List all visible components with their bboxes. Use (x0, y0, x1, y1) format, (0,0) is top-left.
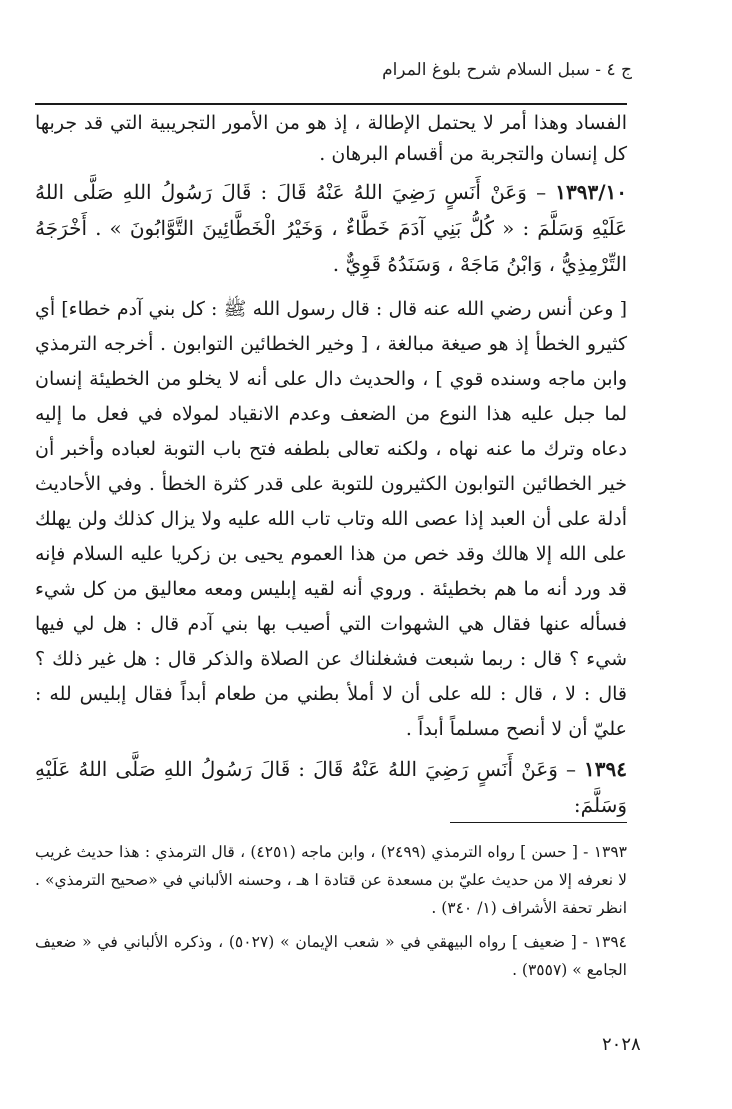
running-head: ج ٤ - سبل السلام شرح بلوغ المرام (382, 60, 632, 80)
footnote-1394: ١٣٩٤ - [ ضعيف ] رواه البيهقي في « شعب الإيمان » (٥٠٢٧) ، وذكره الألباني في « ضعيف الجامع » (٣٥٥٧) . (35, 933, 627, 979)
hadith-1394-text: – وَعَنْ أَنَسٍ رَضِيَ اللهُ عَنْهُ قَالَ : قَالَ رَسُولُ اللهِ صَلَّى اللهُ عَلَيْهِ وَسَلَّمَ: (35, 757, 627, 817)
header-rule (35, 103, 627, 105)
hadith-1393-text: – وَعَنْ أَنَسٍ رَضِيَ اللهُ عَنْهُ قَالَ : قَالَ رَسُولُ اللهِ صَلَّى اللهُ عَلَيْهِ وَسَلَّمَ : « كُلُّ بَنِي آدَمَ خَطَّاءٌ ، وَخَيْرُ الْخَطَّائِينَ التَّوَّابُونَ » . أَخْرَجَهُ التِّرْمِذِيُّ ، وَابْنُ مَاجَهْ ، وَسَنَدُهُ قَوِيٌّ . (35, 180, 627, 276)
commentary-paragraph: [ وعن أنس رضي الله عنه قال : قال رسول الله ﷺ : كل بني آدم خطاء] أي كثيرو الخطأ إذ هو صيغة مبالغة ، [ وخير الخطائين التوابون . أخرجه الترمذي وابن ماجه وسنده قوي ] ، والحديث دال على أنه لا يخلو من الخطيئة إنسان لما جبل عليه هذا النوع من الضعف وعدم الانقياد لمولاه في فعل ما إليه دعاه وترك ما عنه نهاه ، ولكنه تعالى بلطفه فتح باب التوبة لعباده وأخبر أن خير الخطائين التوابون الكثيرون للتوبة على قدر كثرة الخطأ . وفي الأحاديث أدلة على أن العبد إذا عصى الله وتاب تاب الله عليه ولا يزال كذلك ولن يهلك على الله إلا هالك وقد خص من هذا العموم يحيى بن زكريا عليه السلام فإنه قد ورد أنه ما هم بخطيئة . وروي أنه لقيه إبليس ومعه معاليق من كل شيء فسأله عنها فقال هي الشهوات التي أصيب بها بني آدم قال : هل لي فيها شيء ؟ قال : ربما شبعت فشغلناك عن الصلاة والذكر قال : هل غير ذلك ؟ قال : لا ، قال : لله على أن لا أملأ بطني من طعام أبداً فقال إبليس لله : عليّ أن لا أنصح مسلماً أبداً . (35, 298, 627, 740)
footnote-1393: ١٣٩٣ - [ حسن ] رواه الترمذي (٢٤٩٩) ، وابن ماجه (٤٢٥١) ، قال الترمذي : هذا حديث غريب لا نعرفه إلا من حديث عليّ بن مسعدة عن قتادة ا هـ ، وحسنه الألباني في «صحيح الترمذي» . انظر تحفة الأشراف (١/ ٣٤٠) . (35, 843, 627, 917)
main-text (35, 108, 627, 823)
footnotes (35, 838, 627, 984)
hadith-1393-number: ١٣٩٣/١٠ (555, 180, 628, 204)
page-number: ٢٠٢٨ (602, 1034, 641, 1055)
hadith-1394 (35, 751, 627, 823)
intro-paragraph: الفساد وهذا أمر لا يحتمل الإطالة ، إذ هو من الأمور التجريبية التي قد جربها كل إنسان والتجربة من أقسام البرهان . (35, 112, 627, 165)
hadith-1394-number: ١٣٩٤ (584, 757, 627, 781)
hadith-1393 (35, 174, 627, 282)
footnote-rule (450, 822, 627, 823)
